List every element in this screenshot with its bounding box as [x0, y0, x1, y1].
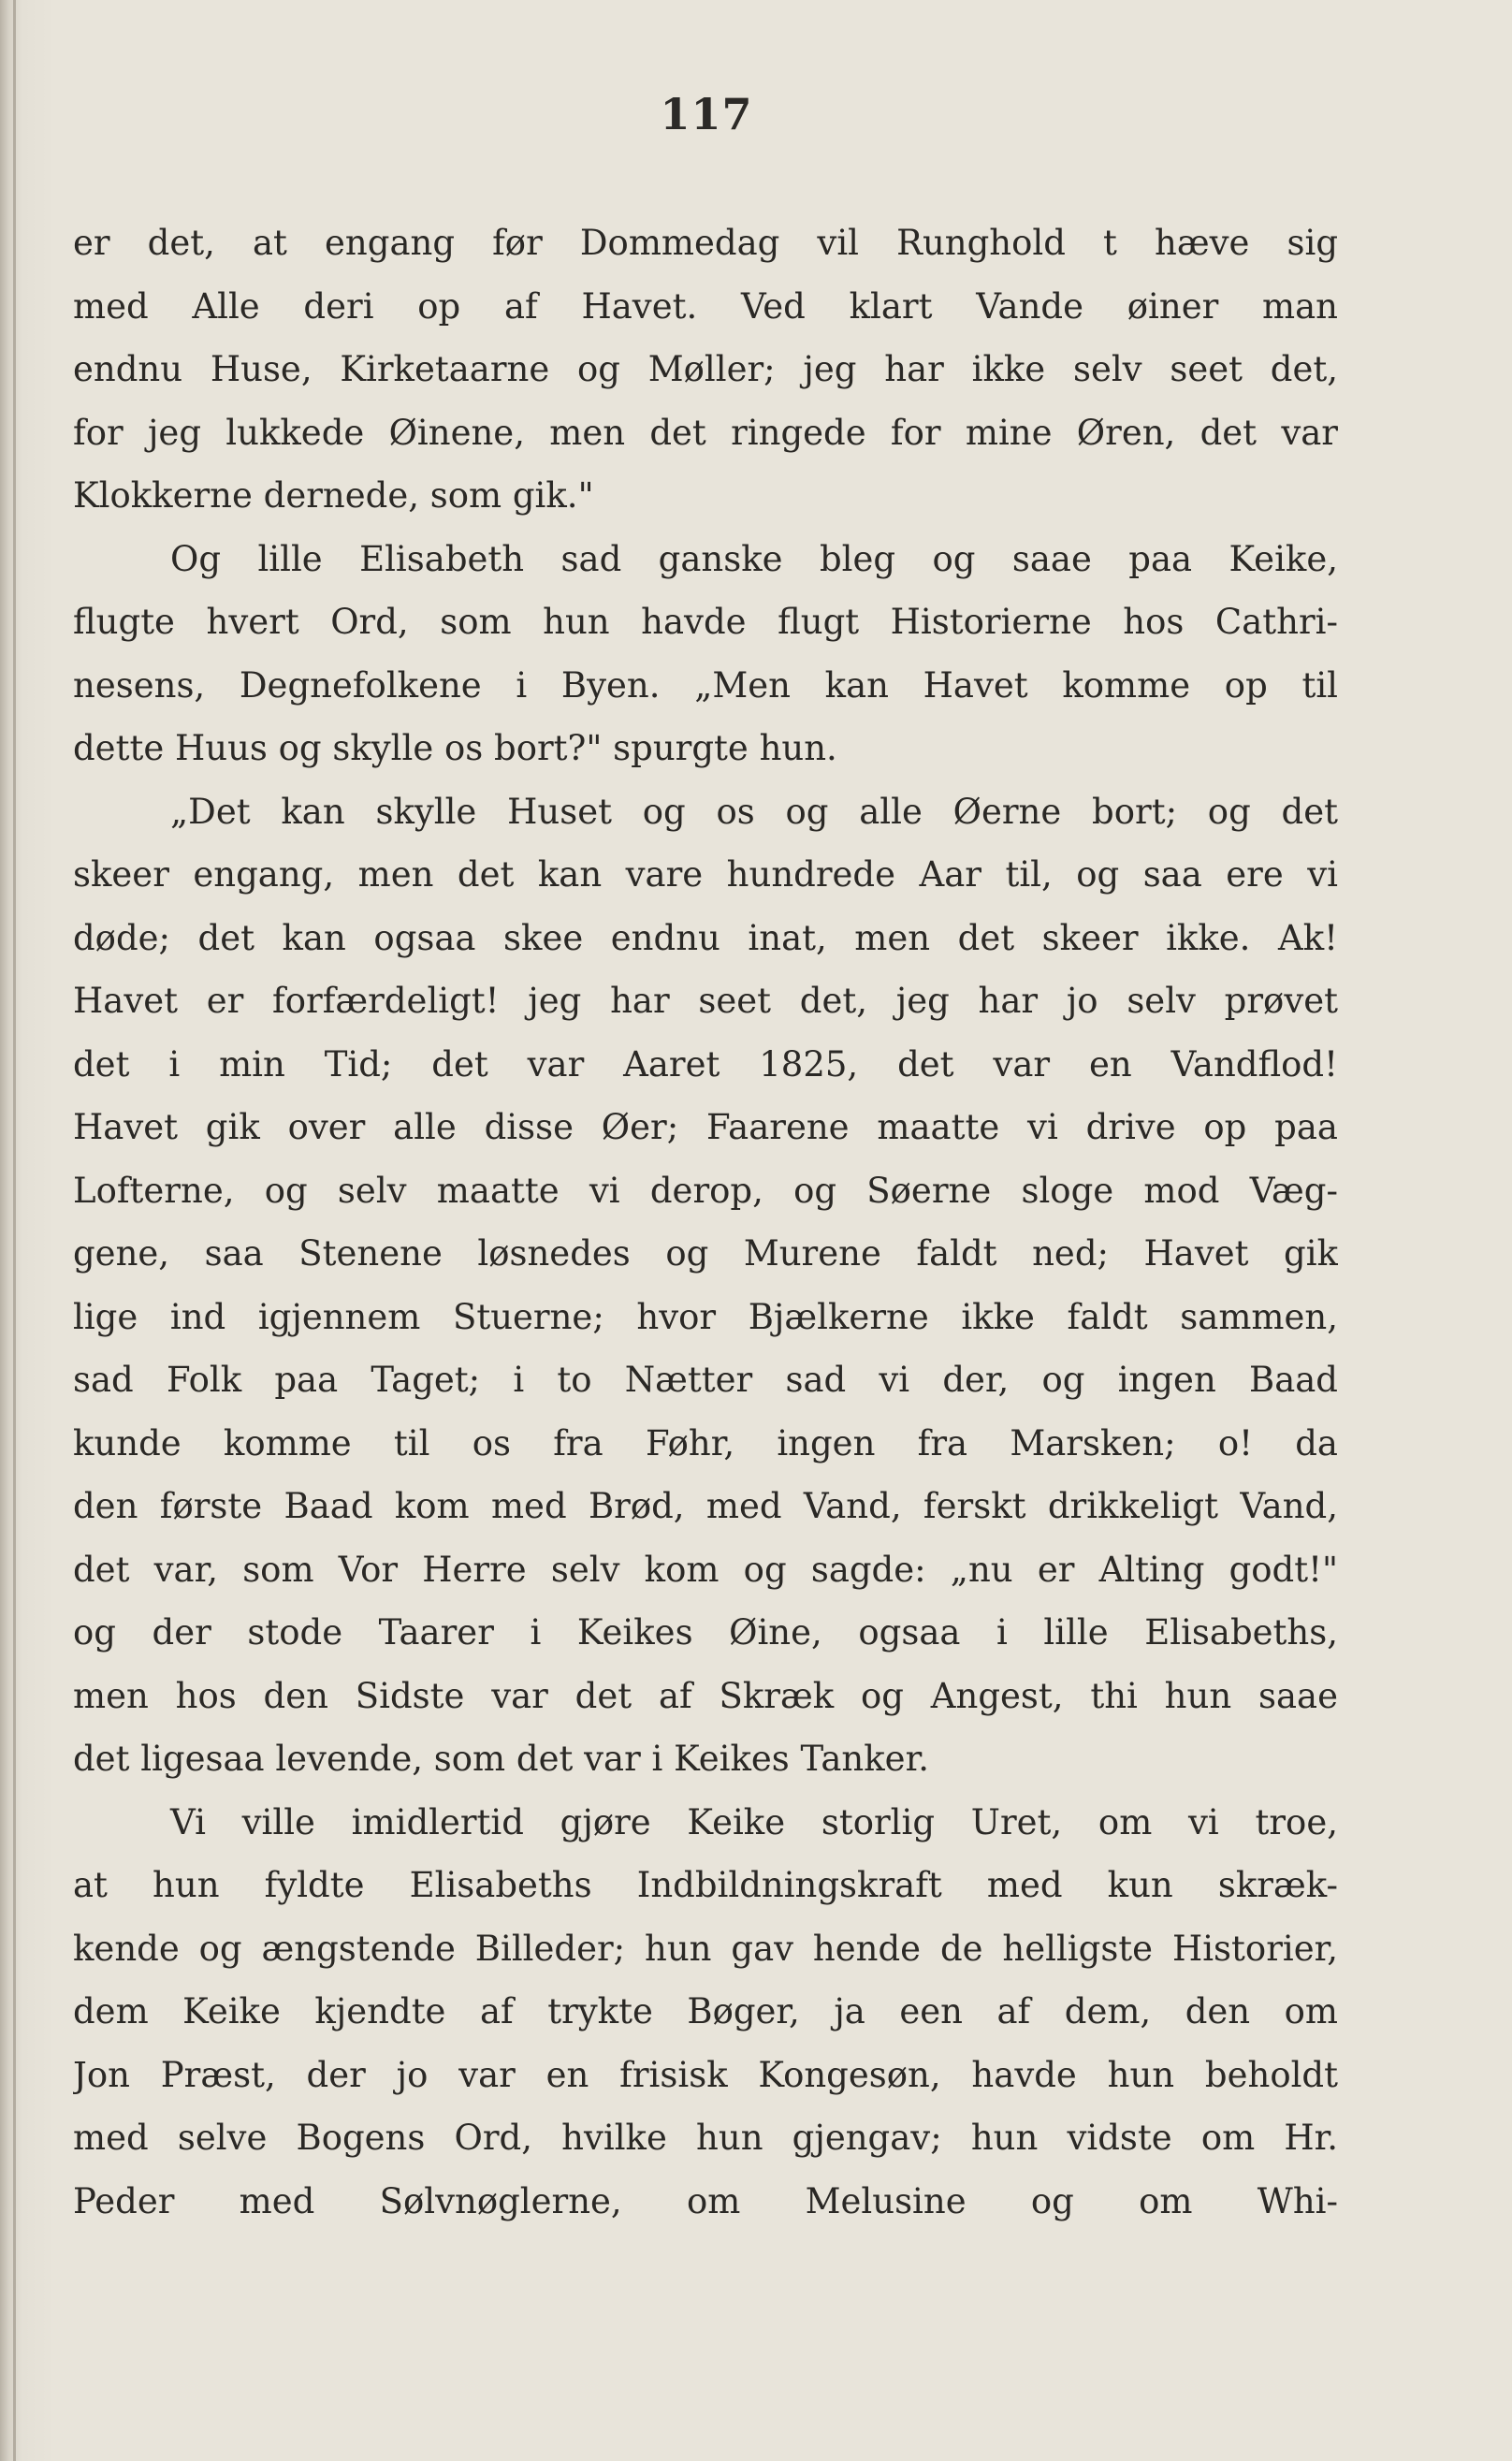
text-line: gene, saa Stenene løsnedes og Murene faldt ned; Havet gik: [73, 1233, 1338, 1274]
text-line: kende og ængstende Billeder; hun gav hende de helligste Historier,: [73, 1928, 1338, 1969]
text-line: dem Keike kjendte af trykte Bøger, ja een af dem, den om: [73, 1991, 1338, 2031]
text-line: er det, at engang før Dommedag vil Runghold t hæve sig: [73, 223, 1338, 263]
text-line: flugte hvert Ord, som hun havde flugt Historierne hos Cathri-: [73, 602, 1338, 642]
text-line: det ligesaa levende, som det var i Keikes Tanker.: [73, 1739, 929, 1779]
text-line: for jeg lukkede Øinene, men det ringede for mine Øren, det var: [73, 412, 1338, 453]
text-line: Klokkerne dernede, som gik.": [73, 475, 594, 516]
text-line: sad Folk paa Taget; i to Nætter sad vi der, og ingen Baad: [73, 1360, 1338, 1400]
text-line: Lofterne, og selv maatte vi derop, og Søerne sloge mod Væg-: [73, 1170, 1338, 1211]
text-line: endnu Huse, Kirketaarne og Møller; jeg har ikke selv seet det,: [73, 349, 1338, 389]
text-line: men hos den Sidste var det af Skræk og Angest, thi hun saae: [73, 1675, 1338, 1716]
text-line: dette Huus og skylle os bort?" spurgte hun.: [73, 728, 837, 768]
text-line: med selve Bogens Ord, hvilke hun gjengav; hun vidste om Hr.: [73, 2118, 1338, 2158]
text-line: den første Baad kom med Brød, med Vand, ferskt drikkeligt Vand,: [73, 1486, 1338, 1526]
text-line: med Alle deri op af Havet. Ved klart Vande øiner man: [73, 285, 1338, 327]
text-line: Vi ville imidlertid gjøre Keike storlig Uret, om vi troe,: [170, 1801, 1338, 1842]
text-line: det i min Tid; det var Aaret 1825, det var en Vandflod!: [73, 1043, 1338, 1085]
page-gutter-shadow: [13, 0, 16, 2461]
page-number: 117: [660, 89, 753, 139]
body-text: [73, 211, 1338, 2233]
text-line: døde; det kan ogsaa skee endnu inat, men det skeer ikke. Ak!: [73, 917, 1338, 958]
text-line: Jon Præst, der jo var en frisisk Kongesøn, havde hun beholdt: [73, 2054, 1338, 2095]
text-line: Havet er forfærdeligt! jeg har seet det, jeg har jo selv prøvet: [73, 981, 1338, 1021]
text-line: nesens, Degnefolkene i Byen. „Men kan Havet komme op til: [73, 664, 1338, 706]
text-line: og der stode Taarer i Keikes Øine, ogsaa i lille Elisabeths,: [73, 1612, 1338, 1653]
text-line: det var, som Vor Herre selv kom og sagde: „nu er Alting godt!": [73, 1549, 1338, 1590]
text-line: at hun fyldte Elisabeths Indbildningskraft med kun skræk-: [73, 1865, 1338, 1905]
text-line: skeer engang, men det kan vare hundrede Aar til, og saa ere vi: [73, 854, 1338, 895]
text-line: lige ind igjennem Stuerne; hvor Bjælkerne ikke faldt sammen,: [73, 1296, 1338, 1337]
text-line: Og lille Elisabeth sad ganske bleg og saae paa Keike,: [170, 538, 1338, 579]
text-line: Peder med Sølvnøglerne, om Melusine og om Whi-: [73, 2180, 1338, 2221]
text-line: kunde komme til os fra Føhr, ingen fra Marsken; o! da: [73, 1422, 1338, 1463]
text-line: Havet gik over alle disse Øer; Faarene maatte vi drive op paa: [73, 1107, 1338, 1147]
text-line: „Det kan skylle Huset og os og alle Øerne bort; og det: [170, 791, 1338, 832]
